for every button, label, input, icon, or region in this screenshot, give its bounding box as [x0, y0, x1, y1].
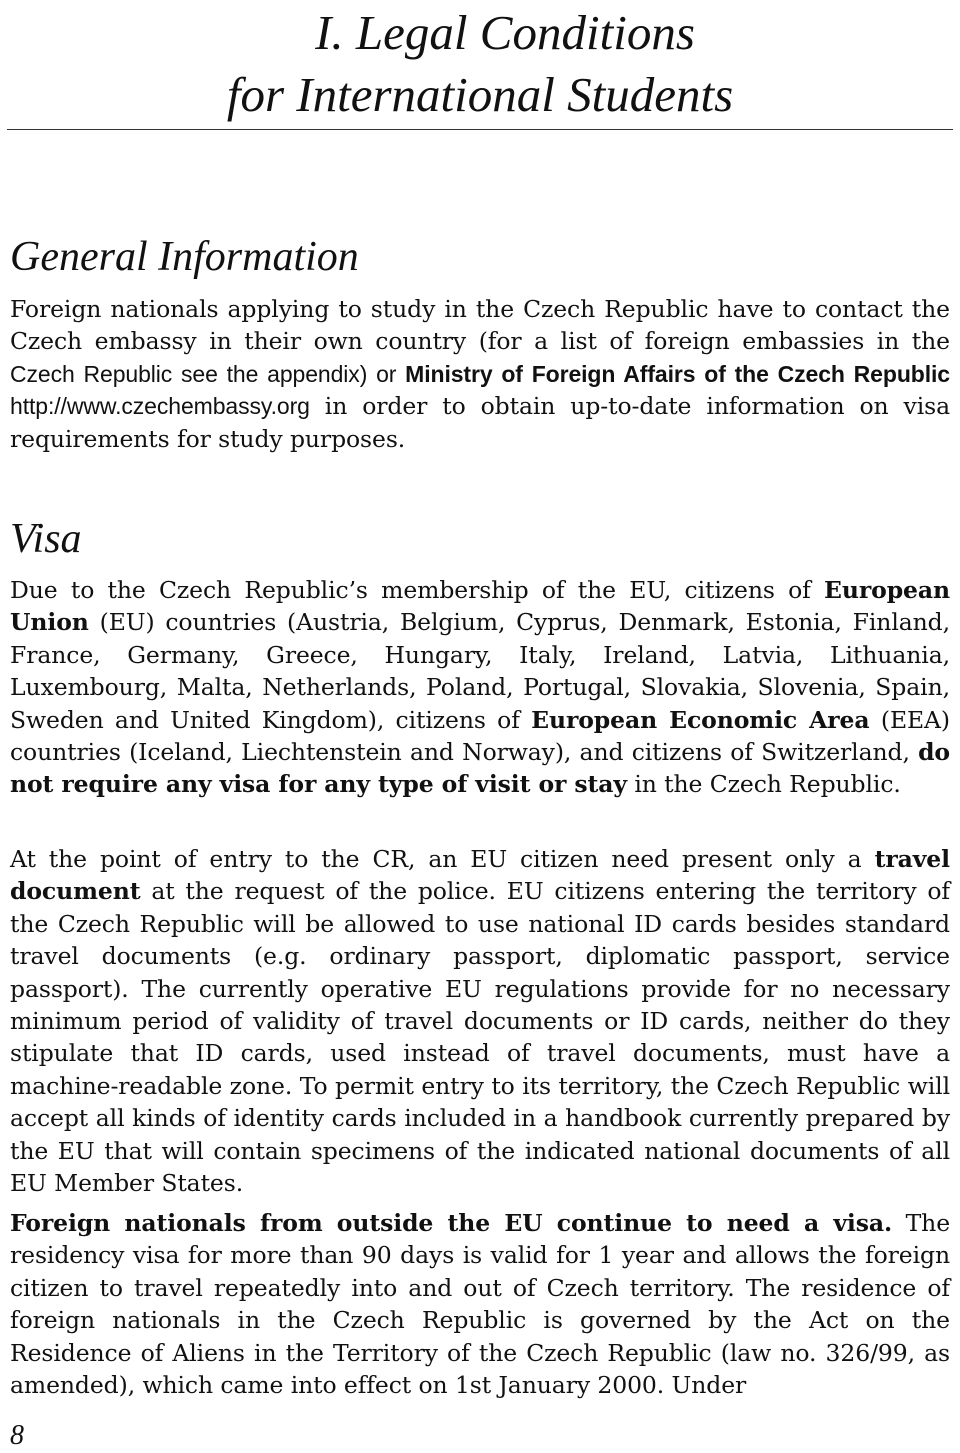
visa-text-3: (EEA) countries (Iceland, Liechtenstein and Norway), and citizens of Switzerland, [10, 705, 950, 767]
visa-p2-text-2: at the request of the police. EU citizens entering the territory of the Czech Republic will be allowed to use national ID cards besides standard travel documents (e.g. ordinary passport, diplomatic passport, service passport). The currently operative EU regulations provide for no necessary minimum period of validity of travel documents or ID cards, neither do they stipulate that ID cards, used instead of travel documents, must have a machine-readable zone. To permit entry to its territory, the Czech Republic will accept all kinds of identity cards included in a handbook currently prepared by the EU that will contain specimens of the indicated national documents of all EU Member States. [10, 877, 950, 1198]
visa-paragraph-2 [10, 843, 950, 1199]
page-title-line-1: I. Legal Conditions [315, 5, 695, 60]
page-title [0, 2, 960, 126]
visa-paragraph-3 [10, 1207, 950, 1401]
visa-p3-bold: Foreign nationals from outside the EU continue to need a visa. [10, 1209, 893, 1237]
page-title-line-2: for International Students [226, 67, 734, 122]
visa-p2-bold: travel document [10, 845, 950, 906]
visa-bold-eea: European Economic Area [531, 705, 870, 734]
general-information-paragraph [10, 293, 950, 455]
ministry-name: Ministry of Foreign Affairs of the Czech Republic [405, 360, 950, 387]
visa-text-2: (EU) countries (Austria, Belgium, Cyprus, Denmark, Estonia, Finland, France, Germany, Greece, Hungary, Italy, Ireland, Latvia, Lithuania, Luxembourg, Malta, Netherlands, Poland, Portugal, Slovakia, Slovenia, Spain, Sweden and United Kingdom), citizens of [10, 608, 950, 734]
general-text-1: Foreign nationals applying to study in the Czech Republic have to contact the Czech embassy in their own country (for a list of foreign embassies in the [10, 295, 950, 356]
general-information-heading: General Information [10, 234, 359, 280]
visa-p2-text-1: At the point of entry to the CR, an EU citizen need present only a [10, 845, 875, 873]
title-divider [7, 129, 953, 130]
general-text-2: Czech Republic see the appendix) or [10, 360, 406, 387]
general-text-3: in order to obtain up-to-date information on visa requirements for study purposes. [10, 392, 950, 453]
embassy-link[interactable]: http://www.czechembassy.org [10, 393, 310, 420]
page-number: 8 [10, 1420, 24, 1451]
visa-paragraph-1 [10, 574, 950, 801]
visa-text-4: in the Czech Republic. [626, 770, 901, 799]
visa-text-1: Due to the Czech Republic’s membership of the EU, citizens of [10, 576, 825, 604]
visa-bold-no-visa: do not require any visa for any type of visit or stay [10, 738, 950, 799]
visa-bold-eu: European Union [10, 576, 950, 637]
visa-heading: Visa [10, 516, 82, 562]
visa-p3-text: The residency visa for more than 90 days is valid for 1 year and allows the foreign citizen to travel repeatedly into and out of Czech territory. The residence of foreign nationals in the Czech Republic is governed by the Act on the Residence of Aliens in the Territory of the Czech Republic (law no. 326/99, as amended), which came into effect on 1st January 2000. Under [10, 1209, 950, 1400]
